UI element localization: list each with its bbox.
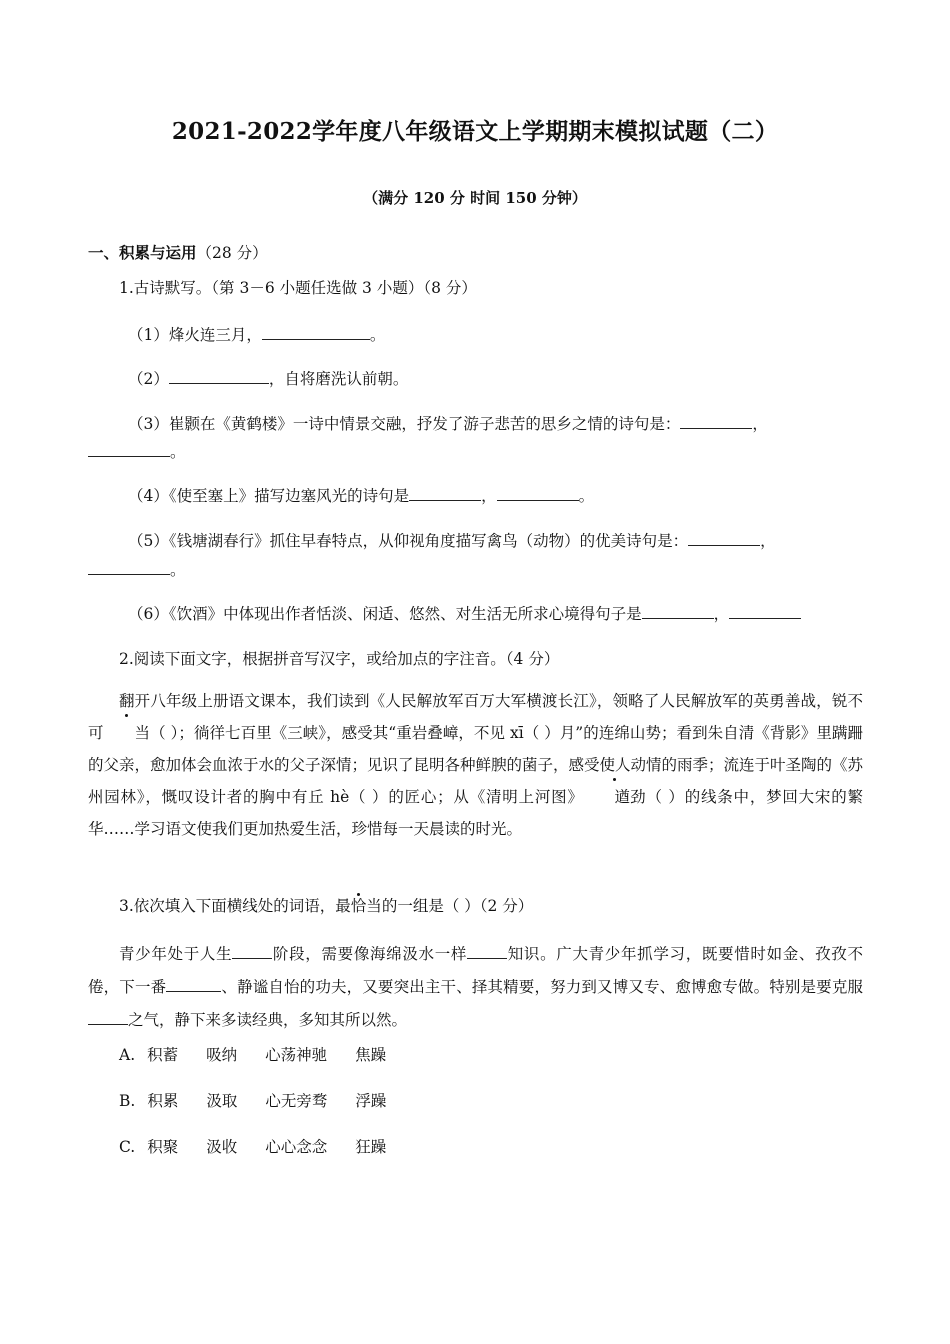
answer-blank[interactable] (262, 325, 370, 340)
page-title: 2021-2022学年度八年级语文上学期期末模拟试题（二） (171, 118, 779, 145)
answer-blank[interactable] (232, 944, 272, 959)
q1-item-5-cont (88, 560, 186, 580)
q1-item-3 (128, 414, 768, 434)
dotted-char: 最恰当 (335, 897, 382, 915)
option-word: 汲取 (206, 1092, 238, 1110)
answer-blank[interactable] (729, 604, 801, 619)
q1-item-4-text: （4）《使至塞上》描写边塞风光的诗句是 (128, 487, 410, 505)
question-3-stem (119, 896, 533, 916)
option-word: 焦躁 (355, 1046, 387, 1064)
q1-item-3-text: （3）崔颢在《黄鹤楼》一诗中情景交融，抒发了游子悲苦的思乡之情的诗句是： (128, 415, 681, 433)
answer-blank[interactable] (88, 442, 170, 457)
option-word: 心无旁骛 (265, 1092, 328, 1110)
q1-item-6 (128, 604, 801, 624)
q3-stem-text: 3.依次填入下面横线处的词语， (119, 897, 336, 915)
answer-blank[interactable] (88, 560, 170, 575)
q2-text-1: 翻开八年级上册语文课本，我们读到《人民解放军百万大军横渡长江》，领略了人民解放军的英勇善战，锐不可 (88, 692, 863, 742)
option-c[interactable] (119, 1137, 386, 1157)
q2-text-3: （ ）月”的连绵山势；看到朱自清《背影》里蹒跚的父亲，愈加体会血浓于水的父子深情；见识了昆明各种鲜腴的菌子，感受使人动情的雨季；流连于叶圣陶的《苏州园林》，慨叹设计者的胸中有丘 (88, 724, 864, 806)
pinyin: xī (509, 724, 524, 742)
answer-blank[interactable] (88, 1010, 128, 1025)
option-word: 吸纳 (206, 1046, 238, 1064)
option-word: 汲收 (206, 1138, 238, 1156)
answer-blank[interactable] (467, 944, 507, 959)
question-3-passage (88, 938, 863, 1037)
answer-blank[interactable] (166, 977, 221, 992)
option-word: 狂躁 (355, 1138, 387, 1156)
q1-item-2 (128, 369, 408, 389)
answer-blank[interactable] (642, 604, 714, 619)
q1-item-3-tail: 。 (170, 443, 186, 461)
q1-item-1 (128, 325, 385, 345)
option-b[interactable] (119, 1091, 386, 1111)
q1-item-3-sep: ， (752, 415, 768, 433)
q2-text-5: （ ）的线条中，梦回大宋的繁华……学习语文使我们更加热爱生活，珍惜每一天晨读的时光。 (88, 788, 863, 838)
exam-info: （满分 120 分 时间 150 分钟） (363, 189, 587, 207)
dotted-char: 遒劲 (584, 781, 646, 813)
option-word: 积累 (147, 1092, 179, 1110)
q1-item-1-text: （1）烽火连三月， (128, 326, 262, 344)
option-word: 浮躁 (355, 1092, 387, 1110)
q3-text-1: 青少年处于人生 (119, 945, 233, 963)
option-word: 积蓄 (147, 1046, 179, 1064)
pinyin: hè (330, 788, 350, 806)
question-2-stem: 2.阅读下面文字，根据拼音写汉字，或给加点的字注音。（4 分） (119, 650, 560, 668)
section-heading-text: 一、积累与运用 (88, 243, 197, 262)
option-a[interactable] (119, 1045, 386, 1065)
q3-text-4: 、静谧自怡的功夫，又要突出主干、择其精要，努力到又博又专、愈博愈专做。特别是要克服 (221, 978, 863, 996)
answer-blank[interactable] (680, 414, 752, 429)
q3-text-2: 阶段，需要像海绵汲水一样 (272, 945, 468, 963)
q1-item-3-cont (88, 442, 186, 462)
q1-item-6-sep: ， (713, 605, 730, 623)
q3-text-3: 知识。广大青少年抓学习，既要惜时如金、孜孜不倦，下一番 (88, 945, 863, 996)
question-1-stem: 1.古诗默写。（第 3－6 小题任选做 3 小题）（8 分） (119, 279, 477, 297)
q1-item-4 (128, 486, 594, 506)
question-2-passage (88, 685, 863, 845)
option-word: 心心念念 (265, 1138, 328, 1156)
q1-item-4-tail: 。 (578, 487, 595, 505)
q3-text-5: 之气，静下来多读经典，多知其所以然。 (128, 1011, 408, 1029)
q1-item-5-text: （5）《钱塘湖春行》抓住早春特点，从仰视角度描写禽鸟（动物）的优美诗句是： (128, 532, 689, 550)
q1-item-5 (128, 531, 776, 551)
option-label: C. (119, 1138, 136, 1156)
q2-text-2: （ ）；徜徉七百里《三峡》，感受其“重岩叠嶂，不见 (150, 724, 510, 742)
answer-blank[interactable] (688, 531, 760, 546)
q1-item-1-tail: 。 (369, 326, 386, 344)
option-label: B. (119, 1092, 136, 1110)
dotted-char: 当 (104, 717, 151, 749)
q1-item-2-text: （2） (128, 370, 169, 388)
section-score: （28 分） (196, 244, 268, 262)
option-word: 心荡神驰 (265, 1046, 328, 1064)
q1-item-2-tail: ，自将磨洗认前朝。 (268, 370, 409, 388)
q2-text-4: （ ）的匠心；从《清明上河图》 (349, 788, 584, 806)
option-word: 积聚 (147, 1138, 179, 1156)
q1-item-5-sep: ， (760, 532, 776, 550)
q1-item-5-tail: 。 (170, 561, 186, 579)
answer-blank[interactable] (497, 486, 579, 501)
q3-stem-tail: 的一组是（ ）（2 分） (381, 897, 534, 915)
option-label: A. (119, 1046, 136, 1064)
answer-blank[interactable] (169, 369, 269, 384)
section-heading (88, 243, 268, 263)
q1-item-4-sep: ， (481, 487, 497, 505)
answer-blank[interactable] (409, 486, 481, 501)
q1-item-6-text: （6）《饮酒》中体现出作者恬淡、闲适、悠然、对生活无所求心境得句子是 (128, 605, 642, 623)
